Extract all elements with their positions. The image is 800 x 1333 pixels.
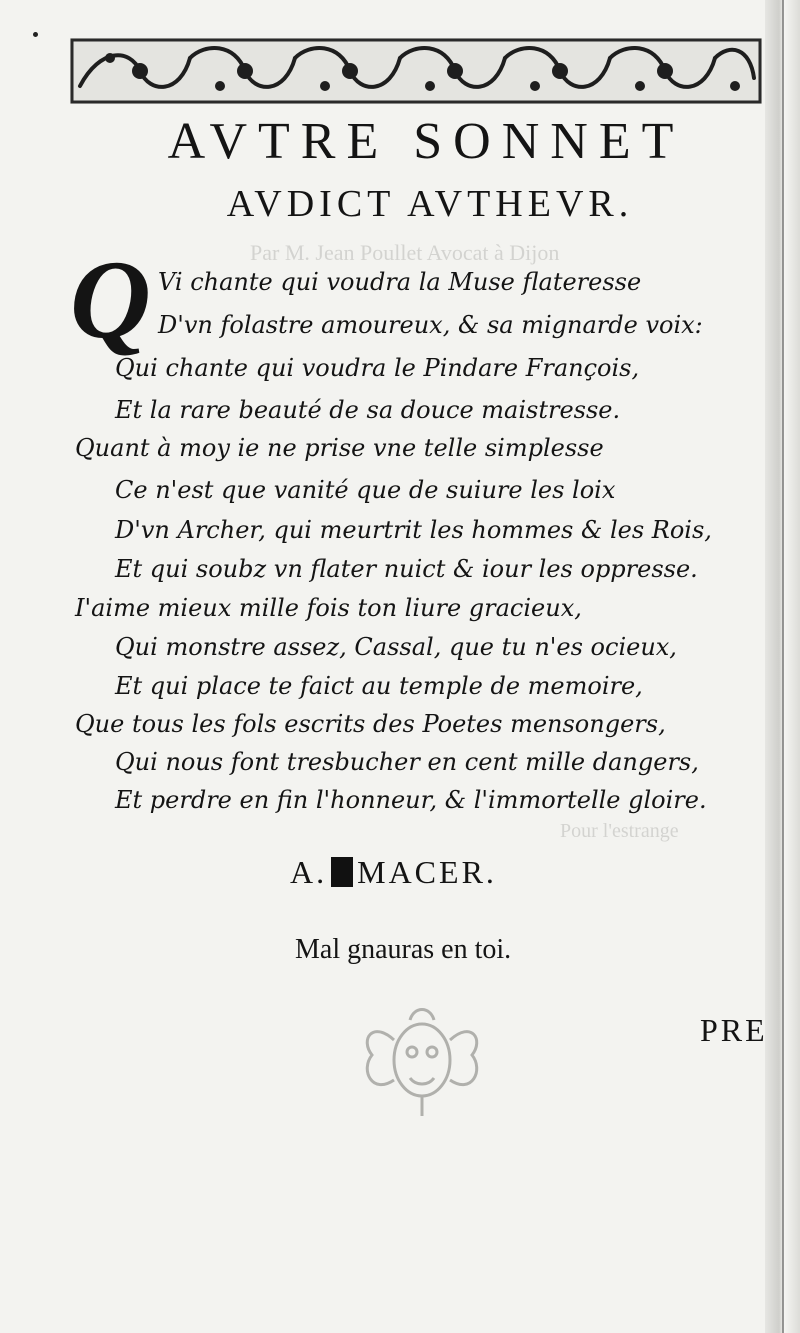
verse-line: Et qui soubz vn flater nuict & iour les oppresse. xyxy=(115,555,698,583)
verse-line: I'aime mieux mille fois ton liure gracieux, xyxy=(75,594,582,622)
verse-line: Quant à moy ie ne prise vne telle simplesse xyxy=(75,434,604,462)
verse-line: Qui monstre assez, Cassal, que tu n'es ocieux, xyxy=(115,633,677,661)
author-initial: A. xyxy=(290,854,328,890)
verse-line: Que tous les fols escrits des Poetes mensongers, xyxy=(75,710,666,738)
show-through-text: Pour l'estrange xyxy=(560,820,679,842)
verse-line: D'vn Archer, qui meurtrit les hommes & les Rois, xyxy=(115,516,712,544)
sonnet-subtitle: AVDICT AVTHEVR. xyxy=(226,183,634,225)
sonnet-title: AVTRE SONNET xyxy=(167,113,685,170)
verse-line: Qui nous font tresbucher en cent mille dangers, xyxy=(115,748,699,776)
verse-line: Ce n'est que vanité que de suiure les loix xyxy=(115,476,616,504)
verse-line: D'vn folastre amoureux, & sa mignarde voix: xyxy=(158,311,703,339)
verse-line: Vi chante qui voudra la Muse flateresse xyxy=(158,268,642,296)
drop-capital: Q xyxy=(70,238,151,362)
verse-line: Et la rare beauté de sa douce maistresse. xyxy=(115,396,621,424)
author-signature xyxy=(290,852,590,892)
ink-spot xyxy=(33,32,38,37)
catchword: PRE xyxy=(700,1012,768,1048)
damaged-letter-block-icon xyxy=(331,857,353,887)
binding-edge xyxy=(782,0,784,1333)
verse-line: Et qui place te faict au temple de memoire, xyxy=(115,672,643,700)
author-name: MACER. xyxy=(357,854,497,890)
grotesque-mask-ornament-icon xyxy=(352,1000,492,1120)
author-motto: Mal gnauras en toi. xyxy=(295,934,512,965)
verse-line: Et perdre en fin l'honneur, & l'immortelle gloire. xyxy=(115,786,707,814)
show-through-text: Par M. Jean Poullet Avocat à Dijon xyxy=(250,240,560,265)
floral-ornament-band-icon xyxy=(70,38,762,104)
verse-line: Qui chante qui voudra le Pindare François, xyxy=(115,354,640,382)
